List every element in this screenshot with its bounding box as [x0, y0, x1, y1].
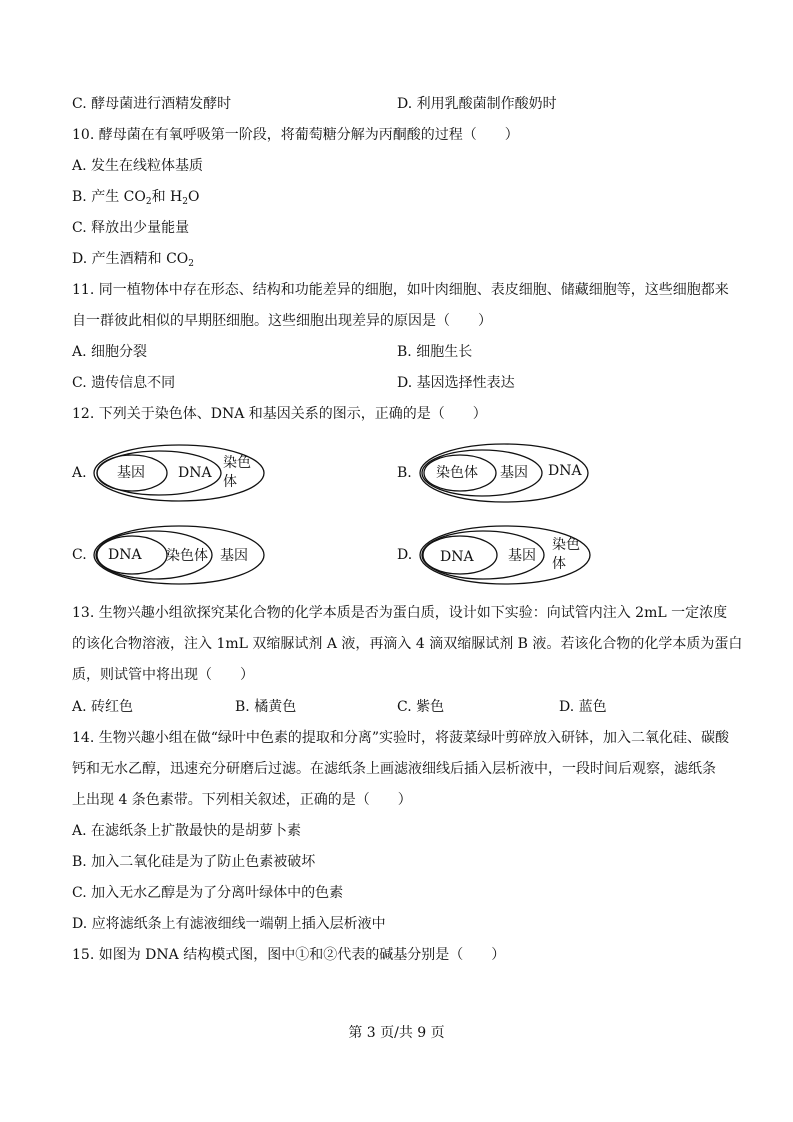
q12-diagram-b-label: B. — [397, 465, 412, 481]
q12-diagram-c-label: C. — [72, 547, 87, 563]
q14-stem-line2: 钙和无水乙醇，迅速充分研磨后过滤。在滤纸条上画滤液细线后插入层析液中，一段时间后观察，滤纸条 — [72, 761, 716, 777]
q12-stem: 12. 下列关于染色体、DNA 和基因关系的图示，正确的是（ ） — [72, 406, 487, 422]
q12-diagram-a-label: A. — [72, 465, 87, 481]
q12-d-outer-text-2: 体 — [552, 556, 566, 572]
q12-a-inner-text: 基因 — [117, 465, 145, 481]
q14-option-d: D. 应将滤纸条上有滤液细线一端朝上插入层析液中 — [72, 916, 386, 932]
q10-option-b: B. 产生 $CO_2$和 $H_2O$ — [72, 189, 200, 207]
q10-stem: 10. 酵母菌在有氧呼吸第一阶段，将葡萄糖分解为丙酮酸的过程（ ） — [72, 127, 519, 143]
q12-c-outer-text: 基因 — [220, 548, 248, 564]
q11-option-a: A. 细胞分裂 — [72, 344, 148, 360]
q10-option-d: D. 产生酒精和 $CO_2$ — [72, 251, 194, 269]
q12-b-middle-text: 基因 — [500, 465, 528, 481]
q12-d-inner-text: DNA — [440, 549, 474, 565]
q13-option-b: B. 橘黄色 — [235, 699, 297, 715]
q13-option-a: A. 砖红色 — [72, 699, 134, 715]
q10-option-a: A. 发生在线粒体基质 — [72, 158, 204, 174]
q12-b-inner-text: 染色体 — [436, 465, 478, 481]
q12-diagram-a — [92, 443, 267, 503]
q11-stem-line2: 自一群彼此相似的早期胚细胞。这些细胞出现差异的原因是（ ） — [72, 313, 492, 329]
q14-stem-line1: 14. 生物兴趣小组在做“绿叶中色素的提取和分离”实验时，将菠菜绿叶剪碎放入研钵，加入二氧化硅、碳酸 — [72, 730, 730, 746]
q12-d-middle-text: 基因 — [508, 548, 536, 564]
q11-stem-line1: 11. 同一植物体中存在形态、结构和功能差异的细胞，如叶肉细胞、表皮细胞、储藏细胞等，这些细胞都来 — [72, 282, 729, 298]
q12-diagram-b — [418, 442, 590, 504]
q12-a-outer-text-1: 染色 — [223, 455, 251, 471]
q9-option-d: D. 利用乳酸菌制作酸奶时 — [397, 96, 557, 112]
q14-option-b: B. 加入二氧化硅是为了防止色素被破坏 — [72, 854, 316, 870]
q14-option-c: C. 加入无水乙醇是为了分离叶绿体中的色素 — [72, 885, 344, 901]
q13-option-d: D. 蓝色 — [559, 699, 607, 715]
q9-option-c: C. 酵母菌进行酒精发酵时 — [72, 96, 232, 112]
q10-option-c: C. 释放出少量能量 — [72, 220, 190, 236]
q13-option-c: C. 紫色 — [397, 699, 445, 715]
q12-diagram-d-label: D. — [397, 547, 413, 563]
q11-option-d: D. 基因选择性表达 — [397, 375, 515, 391]
q14-option-a: A. 在滤纸条上扩散最快的是胡萝卜素 — [72, 823, 302, 839]
q15-stem: 15. 如图为 DNA 结构模式图，图中①和②代表的碱基分别是（ ） — [72, 947, 506, 963]
q12-a-middle-text: DNA — [178, 465, 212, 481]
q13-stem-line3: 质，则试管中将出现（ ） — [72, 667, 254, 683]
q11-option-b: B. 细胞生长 — [397, 344, 473, 360]
page-footer: 第 3 页/共 9 页 — [348, 1025, 445, 1041]
q12-diagram-c — [92, 524, 266, 586]
q11-option-c: C. 遗传信息不同 — [72, 375, 176, 391]
q12-d-outer-text-1: 染色 — [552, 537, 580, 553]
q14-stem-line3: 上出现 4 条色素带。下列相关叙述，正确的是（ ） — [72, 792, 412, 808]
q12-c-inner-text: DNA — [108, 547, 142, 563]
q12-b-outer-text: DNA — [548, 463, 582, 479]
q13-stem-line2: 的该化合物溶液，注入 1mL 双缩脲试剂 A 液，再滴入 4 滴双缩脲试剂 B 液。若该化合物的化学本质为蛋白 — [72, 636, 743, 652]
q12-diagram-d — [418, 524, 592, 586]
q12-c-middle-text: 染色体 — [166, 548, 208, 564]
q13-stem-line1: 13. 生物兴趣小组欲探究某化合物的化学本质是否为蛋白质，设计如下实验：向试管内注入 2mL 一定浓度 — [72, 605, 728, 621]
q12-a-outer-text-2: 体 — [223, 474, 237, 490]
